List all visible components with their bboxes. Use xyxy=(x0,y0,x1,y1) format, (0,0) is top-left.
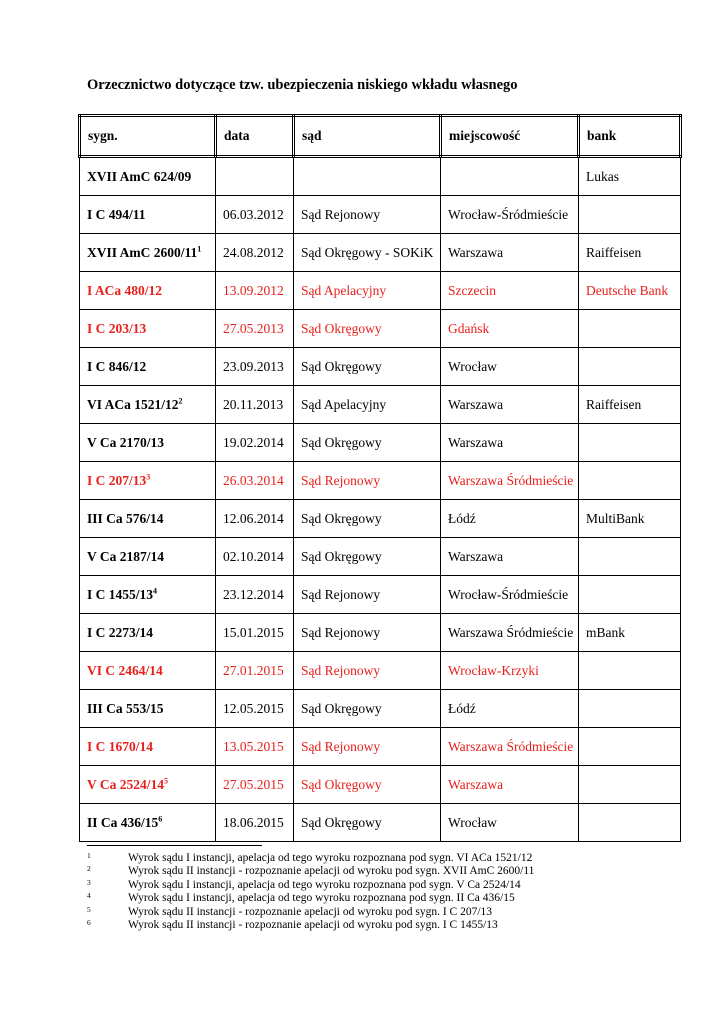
table-row xyxy=(80,690,681,728)
cell-data: 23.12.2014 xyxy=(216,576,294,614)
cell-sygn xyxy=(80,614,216,652)
cell-sygn xyxy=(80,728,216,766)
cell-miejscowosc: Szczecin xyxy=(441,272,579,310)
cell-sad: Sąd Okręgowy xyxy=(294,424,441,462)
cell-bank xyxy=(579,728,681,766)
sygn-text: XVII AmC 2600/11 xyxy=(87,244,198,260)
cell-miejscowosc: Wrocław-Krzyki xyxy=(441,652,579,690)
cell-data: 27.01.2015 xyxy=(216,652,294,690)
table-row xyxy=(80,424,681,462)
footnote-ref: 2 xyxy=(178,396,183,405)
cell-sygn xyxy=(80,272,216,310)
cell-miejscowosc: Warszawa Śródmieście xyxy=(441,614,579,652)
cell-sygn xyxy=(80,690,216,728)
cell-sygn xyxy=(80,652,216,690)
sygn-text: XVII AmC 624/09 xyxy=(87,168,192,184)
cell-data: 18.06.2015 xyxy=(216,804,294,842)
footnote-ref: 6 xyxy=(158,814,163,823)
table-row xyxy=(80,728,681,766)
cell-data: 12.06.2014 xyxy=(216,500,294,538)
cell-sad: Sąd Rejonowy xyxy=(294,614,441,652)
sygn-text: I C 846/12 xyxy=(87,358,147,374)
cell-bank: Raiffeisen xyxy=(579,234,681,272)
cell-sygn xyxy=(80,424,216,462)
cell-miejscowosc: Wrocław xyxy=(441,804,579,842)
table-row xyxy=(80,804,681,842)
cell-data: 26.03.2014 xyxy=(216,462,294,500)
footnote-number: 1 xyxy=(87,851,91,860)
cell-miejscowosc: Warszawa xyxy=(441,538,579,576)
cell-sad: Sąd Okręgowy - SOKiK xyxy=(294,234,441,272)
table-row xyxy=(80,272,681,310)
cell-bank: mBank xyxy=(579,614,681,652)
footnote-ref: 5 xyxy=(164,776,169,785)
cell-miejscowosc: Warszawa xyxy=(441,234,579,272)
table-row xyxy=(80,766,681,804)
cell-data: 23.09.2013 xyxy=(216,348,294,386)
cell-miejscowosc: Warszawa Śródmieście xyxy=(441,728,579,766)
cell-miejscowosc: Warszawa xyxy=(441,386,579,424)
table-row xyxy=(80,538,681,576)
footnote-ref: 1 xyxy=(197,244,202,253)
cell-sad: Sąd Rejonowy xyxy=(294,576,441,614)
cell-miejscowosc: Łódź xyxy=(441,690,579,728)
cell-sygn xyxy=(80,157,216,196)
cell-sad: Sąd Okręgowy xyxy=(294,690,441,728)
sygn-text: I ACa 480/12 xyxy=(87,282,163,298)
table-row xyxy=(80,576,681,614)
footnote-number: 4 xyxy=(87,891,91,901)
cell-bank: MultiBank xyxy=(579,500,681,538)
cell-sygn xyxy=(80,500,216,538)
cell-bank xyxy=(579,690,681,728)
cell-bank xyxy=(579,576,681,614)
cell-bank: Raiffeisen xyxy=(579,386,681,424)
table-row xyxy=(80,614,681,652)
header-miejscowosc: miejscowość xyxy=(441,116,579,157)
table-row xyxy=(80,234,681,272)
cell-sad: Sąd Rejonowy xyxy=(294,462,441,500)
footnote-ref: 3 xyxy=(146,472,151,481)
cell-sad: Sąd Okręgowy xyxy=(294,310,441,348)
sygn-text: III Ca 576/14 xyxy=(87,510,164,526)
footnote-number: 3 xyxy=(87,877,91,887)
sygn-text: I C 207/13 xyxy=(87,472,147,488)
cell-sad: Sąd Okręgowy xyxy=(294,538,441,576)
table-row xyxy=(80,157,681,196)
sygn-text: I C 1455/13 xyxy=(87,586,154,602)
cell-sad: Sąd Okręgowy xyxy=(294,766,441,804)
header-bank: bank xyxy=(579,116,681,157)
cell-bank xyxy=(579,462,681,500)
sygn-text: III Ca 553/15 xyxy=(87,700,164,716)
cell-bank: Deutsche Bank xyxy=(579,272,681,310)
cell-data: 02.10.2014 xyxy=(216,538,294,576)
footnote-text: Wyrok sądu I instancji, apelacja od tego wyroku rozpoznana pod sygn. VI ACa 1521/12 xyxy=(128,852,533,864)
rulings-table xyxy=(78,114,682,842)
cell-sygn xyxy=(80,348,216,386)
cell-sad: Sąd Okręgowy xyxy=(294,500,441,538)
cell-miejscowosc: Warszawa xyxy=(441,766,579,804)
footnote-number: 2 xyxy=(87,864,91,874)
cell-sad: Sąd Rejonowy xyxy=(294,196,441,234)
cell-sad: Sąd Okręgowy xyxy=(294,804,441,842)
cell-bank xyxy=(579,348,681,386)
cell-sad: Sąd Okręgowy xyxy=(294,348,441,386)
table-row xyxy=(80,500,681,538)
sygn-text: I C 494/11 xyxy=(87,206,146,222)
header-data: data xyxy=(216,116,294,157)
cell-sad: Sąd Apelacyjny xyxy=(294,386,441,424)
table-row xyxy=(80,196,681,234)
cell-data: 06.03.2012 xyxy=(216,196,294,234)
cell-sad xyxy=(294,157,441,196)
cell-miejscowosc: Wrocław-Śródmieście xyxy=(441,196,579,234)
footnote-separator xyxy=(87,845,262,846)
cell-sygn xyxy=(80,538,216,576)
cell-data: 12.05.2015 xyxy=(216,690,294,728)
cell-sygn xyxy=(80,196,216,234)
sygn-text: I C 203/13 xyxy=(87,320,147,336)
sygn-text: I C 1670/14 xyxy=(87,738,154,754)
cell-bank xyxy=(579,538,681,576)
cell-sygn xyxy=(80,234,216,272)
cell-sygn xyxy=(80,804,216,842)
footnote-number: 6 xyxy=(87,917,91,927)
cell-miejscowosc: Warszawa Śródmieście xyxy=(441,462,579,500)
table-row xyxy=(80,652,681,690)
cell-data xyxy=(216,157,294,196)
cell-bank xyxy=(579,804,681,842)
cell-miejscowosc: Gdańsk xyxy=(441,310,579,348)
cell-data: 20.11.2013 xyxy=(216,386,294,424)
sygn-text: V Ca 2187/14 xyxy=(87,548,165,564)
cell-bank xyxy=(579,652,681,690)
footnote-number: 5 xyxy=(87,904,91,914)
cell-miejscowosc xyxy=(441,157,579,196)
cell-bank xyxy=(579,766,681,804)
sygn-text: VI ACa 1521/12 xyxy=(87,396,179,412)
cell-bank xyxy=(579,196,681,234)
cell-data: 15.01.2015 xyxy=(216,614,294,652)
cell-miejscowosc: Wrocław xyxy=(441,348,579,386)
footnote-text: Wyrok sądu I instancji, apelacja od tego wyroku rozpoznana pod sygn. V Ca 2524/14 xyxy=(128,878,521,891)
sygn-text: VI C 2464/14 xyxy=(87,662,163,678)
cell-data: 27.05.2015 xyxy=(216,766,294,804)
footnote-text: Wyrok sądu II instancji - rozpoznanie apelacji od wyroku pod sygn. I C 207/13 xyxy=(128,905,493,918)
table-row xyxy=(80,310,681,348)
cell-miejscowosc: Wrocław-Śródmieście xyxy=(441,576,579,614)
footnote-text: Wyrok sądu I instancji, apelacja od tego wyroku rozpoznana pod sygn. II Ca 436/15 xyxy=(128,892,515,905)
footnote-text: Wyrok sądu II instancji - rozpoznanie apelacji od wyroku pod sygn. XVII AmC 2600/11 xyxy=(128,865,535,878)
cell-bank: Lukas xyxy=(579,157,681,196)
cell-sad: Sąd Apelacyjny xyxy=(294,272,441,310)
sygn-text: V Ca 2524/14 xyxy=(87,776,165,792)
page-title: Orzecznictwo dotyczące tzw. ubezpieczenia niskiego wkładu własnego xyxy=(87,77,518,93)
footnote-text: Wyrok sądu II instancji - rozpoznanie apelacji od wyroku pod sygn. I C 1455/13 xyxy=(128,918,498,931)
header-sygn: sygn. xyxy=(80,116,216,157)
sygn-text: I C 2273/14 xyxy=(87,624,154,640)
table-row xyxy=(80,386,681,424)
cell-sygn xyxy=(80,462,216,500)
cell-sad: Sąd Rejonowy xyxy=(294,728,441,766)
cell-sad: Sąd Rejonowy xyxy=(294,652,441,690)
table-row xyxy=(80,348,681,386)
cell-data: 24.08.2012 xyxy=(216,234,294,272)
cell-sygn xyxy=(80,576,216,614)
cell-sygn xyxy=(80,766,216,804)
table-header-row xyxy=(80,116,681,157)
cell-data: 19.02.2014 xyxy=(216,424,294,462)
cell-data: 13.09.2012 xyxy=(216,272,294,310)
cell-sygn xyxy=(80,386,216,424)
cell-miejscowosc: Warszawa xyxy=(441,424,579,462)
header-sad: sąd xyxy=(294,116,441,157)
cell-sygn xyxy=(80,310,216,348)
sygn-text: II Ca 436/15 xyxy=(87,814,159,830)
footnote-ref: 4 xyxy=(153,586,158,595)
cell-bank xyxy=(579,310,681,348)
cell-data: 27.05.2013 xyxy=(216,310,294,348)
cell-bank xyxy=(579,424,681,462)
cell-data: 13.05.2015 xyxy=(216,728,294,766)
sygn-text: V Ca 2170/13 xyxy=(87,434,165,450)
cell-miejscowosc: Łódź xyxy=(441,500,579,538)
table-row xyxy=(80,462,681,500)
